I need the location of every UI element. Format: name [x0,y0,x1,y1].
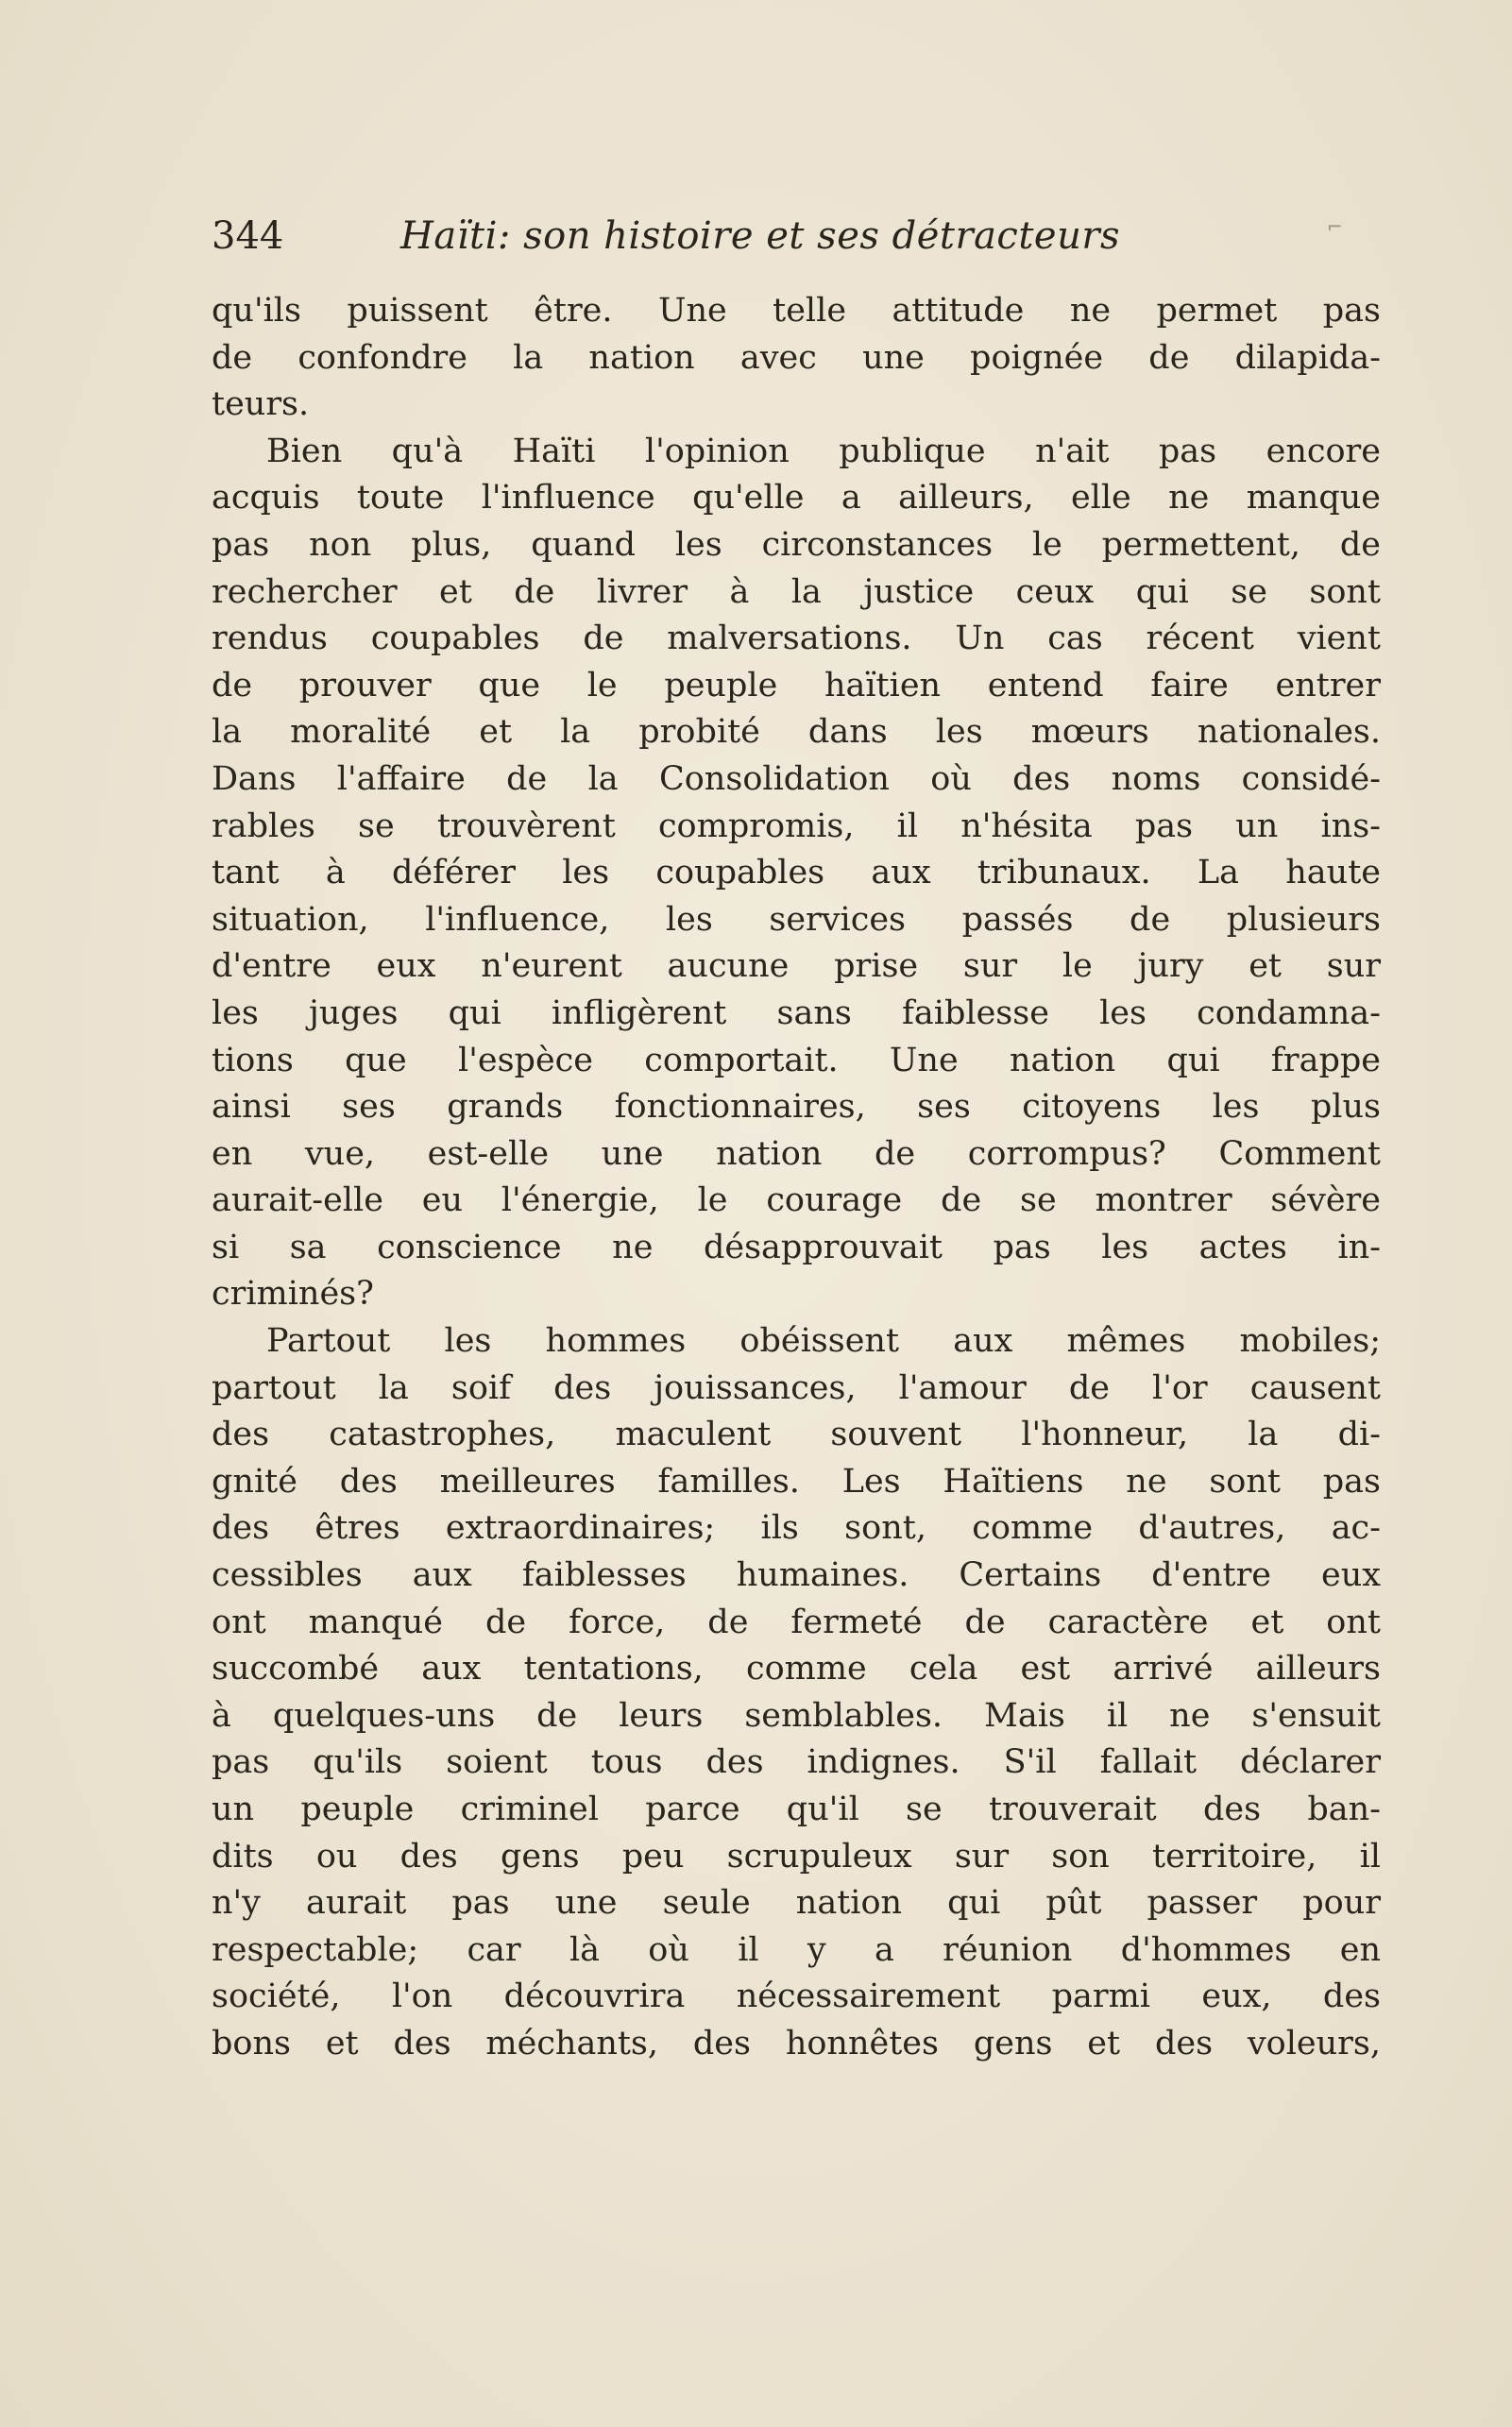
corner-mark-icon: ⌐ [1327,215,1343,238]
text-line: Bien qu'à Haïti l'opinion publique n'ait pas encore [266,432,1381,470]
text-line: partout la soif des jouissances, l'amour de l'or causent [212,1368,1381,1407]
text-line: les juges qui infligèrent sans faiblesse les condamna- [212,993,1381,1032]
running-title: Haïti: son histoire et ses détracteurs [400,214,1120,258]
text-line: ainsi ses grands fonctionnaires, ses citoyens les plus [212,1088,1381,1127]
text-line: la moralité et la probité dans les mœurs nationales. [212,713,1381,752]
text-line: dits ou des gens peu scrupuleux sur son territoire, il [212,1837,1381,1875]
text-line: pas non plus, quand les circonstances le permettent, de [212,525,1381,564]
text-line: pas qu'ils soient tous des indignes. S'il fallait déclarer [212,1743,1381,1782]
text-line: situation, l'influence, les services passés de plusieurs [212,900,1381,939]
text-line: si sa conscience ne désapprouvait pas les actes in- [212,1228,1381,1266]
text-line: gnité des meilleures familles. Les Haïtiens ne sont pas [212,1462,1381,1501]
text-line: Dans l'affaire de la Consolidation où des noms considé- [212,759,1381,798]
text-line: en vue, est-elle une nation de corrompus? Comment [212,1134,1381,1173]
body-text [212,288,1381,2068]
text-line: d'entre eux n'eurent aucune prise sur le jury et sur [212,947,1381,986]
page-header [212,208,1383,264]
text-line: rendus coupables de malversations. Un cas récent vient [212,619,1381,658]
text-line: n'y aurait pas une seule nation qui pût passer pour [212,1884,1381,1923]
text-line: bons et des méchants, des honnêtes gens et des voleurs, [212,2024,1381,2062]
text-line: rechercher et de livrer à la justice ceux qui se sont [212,572,1381,611]
text-line: tant à déférer les coupables aux tribunaux. La haute [212,854,1381,892]
text-line: succombé aux tentations, comme cela est arrivé ailleurs [212,1650,1381,1689]
text-line: teurs. [212,385,310,424]
text-line: des êtres extraordinaires; ils sont, comme d'autres, ac- [212,1509,1381,1548]
text-line: des catastrophes, maculent souvent l'honneur, la di- [212,1416,1381,1454]
text-line: Partout les hommes obéissent aux mêmes mobiles; [266,1322,1381,1361]
text-line: de confondre la nation avec une poignée de dilapida- [212,338,1381,377]
text-line: un peuple criminel parce qu'il se trouverait des ban- [212,1791,1381,1828]
text-line: de prouver que le peuple haïtien entend faire entrer [212,666,1381,704]
text-line: aurait-elle eu l'énergie, le courage de se montrer sévère [212,1181,1381,1220]
page-number: 344 [212,214,284,258]
text-line: qu'ils puissent être. Une telle attitude ne permet pas [212,292,1381,330]
text-line: ont manqué de force, de fermeté de caractère et ont [212,1603,1381,1641]
text-line: cessibles aux faiblesses humaines. Certains d'entre eux [212,1556,1381,1595]
text-line: à quelques-uns de leurs semblables. Mais il ne s'ensuit [212,1696,1381,1735]
text-line: acquis toute l'influence qu'elle a ailleurs, elle ne manque [212,479,1381,518]
text-line: société, l'on découvrira nécessairement parmi eux, des [212,1977,1381,2016]
text-line: tions que l'espèce comportait. Une nation qui frappe [212,1041,1381,1079]
text-line: rables se trouvèrent compromis, il n'hésita pas un ins- [212,806,1381,845]
text-line: respectable; car là où il y a réunion d'hommes en [212,1930,1381,1969]
text-line: criminés? [212,1275,374,1314]
